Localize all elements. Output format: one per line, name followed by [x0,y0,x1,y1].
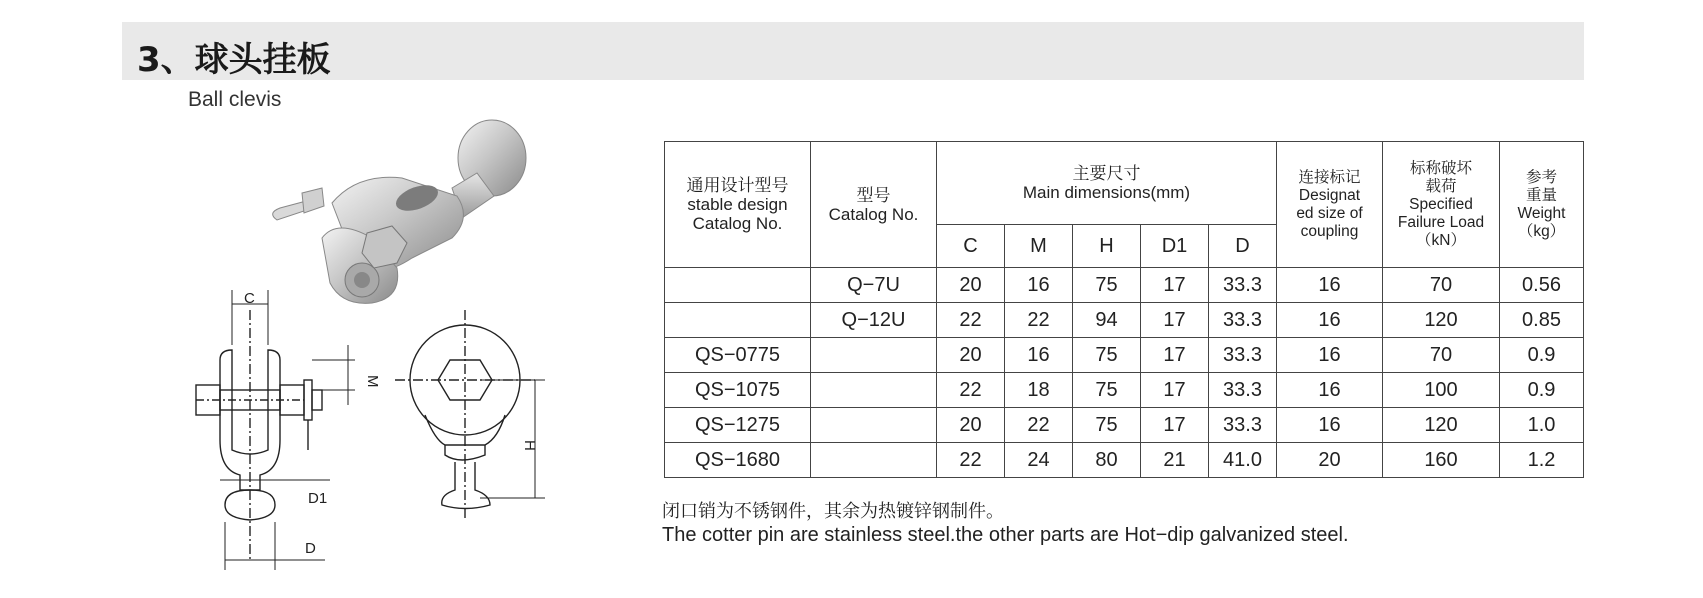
table-cell: 18 [1005,373,1073,408]
table-cell: 33.3 [1209,373,1277,408]
table-cell: 17 [1141,373,1209,408]
table-cell: 75 [1073,373,1141,408]
table-cell: 21 [1141,443,1209,478]
table-cell: 120 [1383,303,1500,338]
table-cell: 16 [1277,268,1383,303]
table-cell: 75 [1073,408,1141,443]
table-cell: 75 [1073,338,1141,373]
header-stable-design: 通用设计型号 stable design Catalog No. [665,142,811,268]
table-cell: 33.3 [1209,303,1277,338]
table-cell: Q−12U [811,303,937,338]
section-subtitle: Ball clevis [188,88,282,111]
table-cell [811,443,937,478]
table-row [665,303,1584,338]
spec-table [664,141,1584,478]
table-cell: 94 [1073,303,1141,338]
table-cell: Q−7U [811,268,937,303]
note-english: The cotter pin are stainless steel.the other parts are Hot−dip galvanized steel. [662,524,1349,546]
table-cell: 120 [1383,408,1500,443]
table-cell: 33.3 [1209,338,1277,373]
header-dim-d: D [1209,225,1277,268]
dim-label-h: H [521,440,538,451]
table-cell: 100 [1383,373,1500,408]
table-cell: 16 [1277,303,1383,338]
table-cell: 80 [1073,443,1141,478]
table-cell: 70 [1383,268,1500,303]
table-cell: 22 [937,443,1005,478]
table-cell: 24 [1005,443,1073,478]
table-cell: QS−1075 [665,373,811,408]
spec-table-body [665,268,1584,478]
table-row [665,408,1584,443]
table-cell: 0.85 [1500,303,1584,338]
table-cell [811,338,937,373]
table-cell: 20 [1277,443,1383,478]
table-cell: 41.0 [1209,443,1277,478]
table-row [665,443,1584,478]
table-row [665,338,1584,373]
dim-label-m: M [364,375,381,388]
header-main-dimensions: 主要尺寸 Main dimensions(mm) [937,142,1277,225]
table-cell: 33.3 [1209,408,1277,443]
table-cell: 20 [937,268,1005,303]
table-cell: 160 [1383,443,1500,478]
note-chinese: 闭口销为不锈钢件，其余为热镀锌钢制件。 [662,501,1004,522]
table-cell: QS−0775 [665,338,811,373]
table-cell: 22 [937,303,1005,338]
table-cell [665,303,811,338]
table-cell: 75 [1073,268,1141,303]
header-dim-h: H [1073,225,1141,268]
table-cell: 16 [1005,338,1073,373]
table-cell [811,408,937,443]
header-designated-size: 连接标记 Designat ed size of coupling [1277,142,1383,268]
table-cell: 16 [1277,338,1383,373]
table-cell: 20 [937,338,1005,373]
table-row [665,373,1584,408]
table-cell: 22 [937,373,1005,408]
dim-label-c: C [244,290,255,307]
technical-drawing [180,290,580,590]
table-cell: 16 [1005,268,1073,303]
ball-clevis-photo [273,120,526,303]
table-cell: 17 [1141,408,1209,443]
table-cell: 22 [1005,408,1073,443]
table-cell: 17 [1141,338,1209,373]
table-cell: 16 [1277,373,1383,408]
table-cell: 0.56 [1500,268,1584,303]
table-cell: 70 [1383,338,1500,373]
table-cell [665,268,811,303]
header-dim-c: C [937,225,1005,268]
table-row [665,268,1584,303]
table-cell: 20 [937,408,1005,443]
dim-label-d: D [305,540,316,557]
header-failure-load: 标称破坏 载荷 Specified Failure Load （kN） [1383,142,1500,268]
table-cell [811,373,937,408]
table-cell: 33.3 [1209,268,1277,303]
header-weight: 参考 重量 Weight （kg） [1500,142,1584,268]
header-catalog: 型号 Catalog No. [811,142,937,268]
section-title: 3、球头挂板 [137,40,331,80]
table-cell: 1.0 [1500,408,1584,443]
table-cell: QS−1680 [665,443,811,478]
table-cell: 17 [1141,268,1209,303]
table-cell: 0.9 [1500,373,1584,408]
title-bar [122,22,1584,80]
table-cell: QS−1275 [665,408,811,443]
header-dim-d1: D1 [1141,225,1209,268]
table-cell: 0.9 [1500,338,1584,373]
header-dim-m: M [1005,225,1073,268]
table-cell: 16 [1277,408,1383,443]
table-cell: 17 [1141,303,1209,338]
dim-label-d1: D1 [308,490,328,507]
table-cell: 22 [1005,303,1073,338]
table-cell: 1.2 [1500,443,1584,478]
